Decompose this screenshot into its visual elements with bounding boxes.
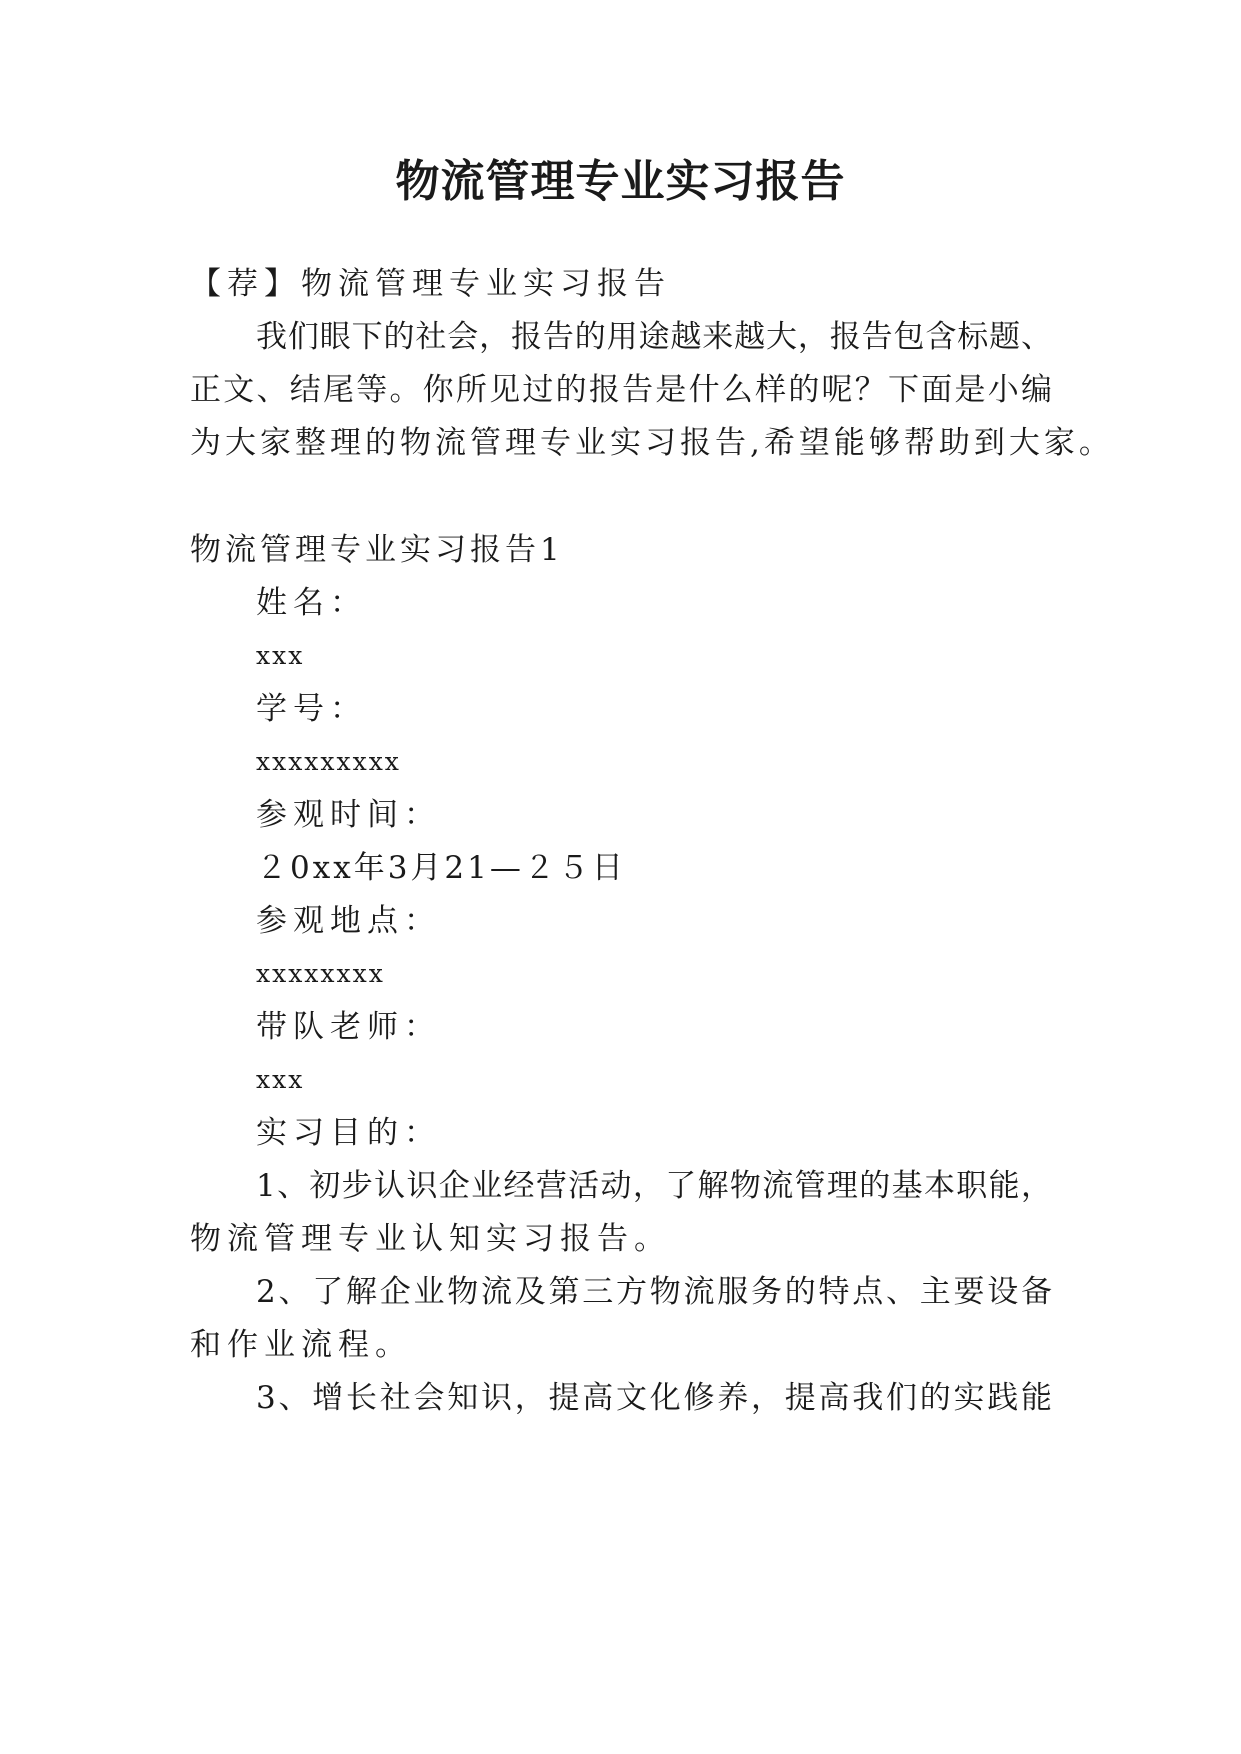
field-label-visit-place: 参观地点：: [256, 903, 441, 939]
field-value-visit-time: ２0xx年3月21—２５日: [256, 850, 626, 886]
field-value-teacher: xxx: [256, 1065, 305, 1094]
purpose-item-line: 2、了解企业物流及第三方物流服务的特点、主要设备: [256, 1274, 1052, 1310]
intro-paragraph-line: 我们眼下的社会，报告的用途越来越大，报告包含标题、: [256, 319, 1052, 355]
field-label-purpose: 实习目的：: [256, 1115, 441, 1151]
field-value-visit-place: xxxxxxxx: [256, 959, 385, 988]
field-label-student-id: 学号：: [256, 691, 367, 727]
purpose-item-line: 1、初步认识企业经营活动，了解物流管理的基本职能，: [256, 1168, 1052, 1204]
intro-paragraph-line: 正文、结尾等。你所见过的报告是什么样的呢？下面是小编: [190, 372, 1052, 408]
recommend-heading: 【荐】物流管理专业实习报告: [190, 266, 671, 302]
field-label-name: 姓名：: [256, 585, 367, 621]
purpose-item-line: 物流管理专业认知实习报告。: [190, 1221, 671, 1257]
document-title: 物流管理专业实习报告: [395, 156, 846, 207]
field-label-teacher: 带队老师：: [256, 1009, 441, 1045]
purpose-item-line: 和作业流程。: [190, 1327, 412, 1363]
intro-paragraph-line: 为大家整理的物流管理专业实习报告,希望能够帮助到大家。: [190, 425, 1114, 461]
field-label-visit-time: 参观时间：: [256, 797, 441, 833]
section-heading: 物流管理专业实习报告1: [190, 532, 564, 568]
purpose-item-line: 3、增长社会知识，提高文化修养，提高我们的实践能: [256, 1380, 1052, 1416]
field-value-name: xxx: [256, 641, 305, 670]
field-value-student-id: xxxxxxxxx: [256, 747, 401, 776]
